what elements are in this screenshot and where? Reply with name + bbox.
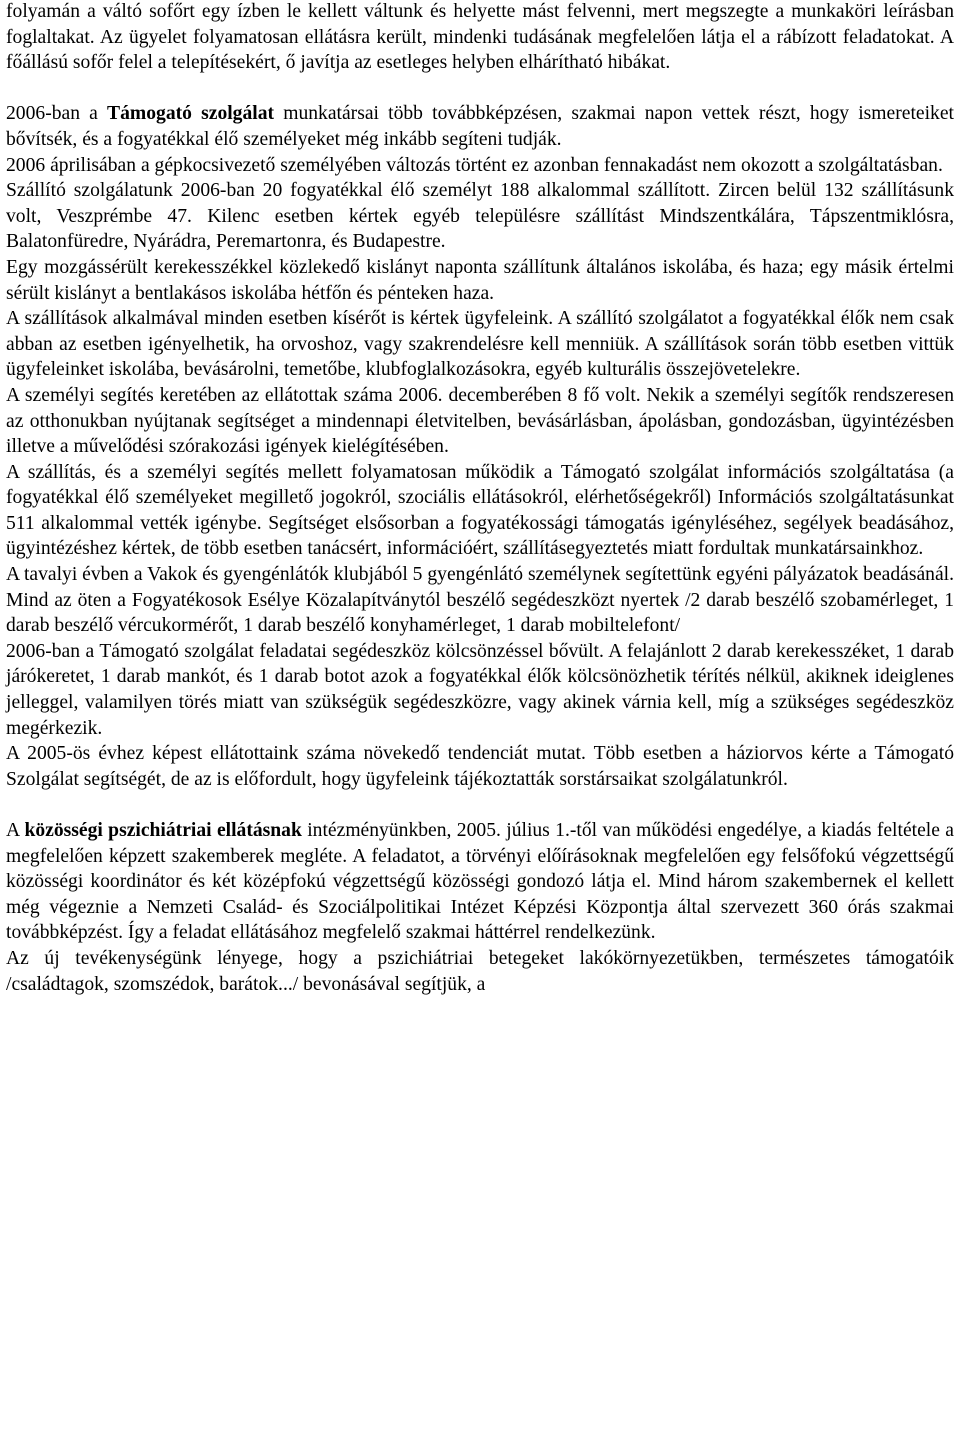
paragraph-p7 bbox=[6, 383, 954, 460]
bold-term: közösségi pszichiátriai ellátásnak bbox=[24, 820, 302, 841]
paragraph-p11 bbox=[6, 741, 954, 792]
paragraph-p8 bbox=[6, 460, 954, 562]
text-run: A 2005-ös évhez képest ellátottaink száma növekedő tendenciát mutat. Több esetben a háziorvos kérte a Támogató Szolgálat segítségét, de az is előfordult, hogy ügyfeleink tájékoztatták sorstársaikat szolgálatunkról. bbox=[6, 743, 954, 790]
paragraph-p4 bbox=[6, 178, 954, 255]
paragraph-p5 bbox=[6, 255, 954, 306]
text-run: folyamán a váltó sofőrt egy ízben le kellett váltunk és helyette mást felvenni, mert megszegte a munkaköri leírásban foglaltakat. Az ügyelet folyamatosan ellátásra került, mindenki tudásának megfelelően látja el a rábízott feladatokat. A főállású sofőr felel a telepítésekért, ő javítja az esetleges helyben elhárítható hibákat. bbox=[6, 1, 954, 74]
text-run: Az új tevékenységünk lényege, hogy a pszichiátriai betegeket lakókörnyezetükben, természetes támogatóik /családtagok, szomszédok, barátok.../ bevonásával segítjük, a bbox=[6, 947, 954, 995]
paragraph-p10 bbox=[6, 639, 954, 741]
paragraph-p6 bbox=[6, 306, 954, 383]
text-run: A bbox=[6, 820, 25, 841]
paragraph-p13 bbox=[6, 946, 954, 997]
text-run: intézményünkben, 2005. július 1.-től van működési engedélye, a kiadás feltétele a megfelelően képzett szakemberek megléte. A feladatot, a törvényi előírásoknak megfelelően egy felsőfokú végzettségű közösségi koordinátor és két középfokú végzettségű közösségi gondozó látja el. Mind három szakembernek el kellett még végeznie a Nemzeti Család- és Szociálpolitikai Intézet Képzési Központja által szervezett 360 órás szakmai továbbképzést. Így a feladat ellátásához megfelelő szakmai háttérrel rendelkezünk. bbox=[6, 820, 954, 944]
text-run: Szállító szolgálatunk 2006-ban 20 fogyatékkal élő személyt 188 alkalommal szállított. Zircen belül 132 szállításunk volt, Veszprémbe 47. Kilenc esetben kértek egyéb településre szállítást Mindszentkálára, Tápszentmiklósra, Balatonfüredre, Nyárádra, Peremartonra, és Budapestre. bbox=[6, 180, 954, 253]
text-run: 2006-ban a bbox=[6, 103, 108, 125]
text-run: 2006 áprilisában a gépkocsivezető személyében változás történt ez azonban fennakadást nem okozott a szolgáltatásban. bbox=[6, 154, 943, 176]
text-run: munkatársai több továbbképzésen, szakmai napon vettek részt, hogy ismereteiket bővítsék, és a fogyatékkal élő személyeket még inkább segíteni tudják. bbox=[6, 103, 954, 150]
text-run: A szállítás, és a személyi segítés mellett folyamatosan működik a Támogató szolgálat információs szolgáltatása (a fogyatékkal élő személyeket megillető jogokról, szociális ellátásokról, elérhetőségekről) Információs szolgáltatásunkat 511 alkalommal vették igénybe. Segítséget elsősorban a fogyatékossági támogatás igényléséhez, segélyek beadásához, ügyintézéshez kértek, de több esetben tanácsért, információért, szállításegyeztetés miatt fordultak munkatársainkhoz. bbox=[6, 461, 954, 560]
paragraph-p1 bbox=[6, 0, 954, 76]
text-run: A tavalyi évben a Vakok és gyengénlátók klubjából 5 gyengénlátó személynek segítettünk egyéni pályázatok beadásánál. Mind az öten a Fogyatékosok Esélye Közalapítványtól beszélő segédeszközt nyertek /2 darab beszélő szobamérleget, 1 darab beszélő vércukormérőt, 1 darab beszélő konyhamérleget, 1 darab mobiltelefont/ bbox=[6, 564, 954, 637]
bold-term: Támogató szolgálat bbox=[107, 103, 275, 125]
paragraph-p9 bbox=[6, 562, 954, 639]
text-run: Egy mozgássérült kerekesszékkel közlekedő kislányt naponta szállítunk általános iskolába, és haza; egy másik értelmi sérült kislányt a bentlakásos iskolába hétfőn és pénteken haza. bbox=[6, 256, 954, 304]
paragraph-p12 bbox=[6, 818, 954, 946]
paragraph-p2 bbox=[6, 101, 954, 152]
text-run: 2006-ban a Támogató szolgálat feladatai segédeszköz kölcsönzéssel bővült. A felajánlott 2 darab kerekesszéket, 1 darab járókeretet, 1 darab mankót, és 1 darab botot azok a fogyatékkal élők kölcsönözhetik térítés nélkül, akiknek ideiglenes jelleggel, valamilyen törés miatt van szükségük segédeszközre, vagy akinek várnia kell, míg a szükséges segédeszköz megérkezik. bbox=[6, 640, 954, 739]
paragraph-p3 bbox=[6, 153, 954, 179]
text-run: A személyi segítés keretében az ellátottak száma 2006. decemberében 8 fő volt. Nekik a személyi segítők rendszeresen az otthonukban nyújtanak segítséget a mindennapi életvitelben, bevásárlásban, ápolásban, gondozásban, ügyintézésben illetve a művelődési szórakozási igények kielégítésében. bbox=[6, 384, 954, 458]
text-run: A szállítások alkalmával minden esetben kísérőt is kértek ügyfeleink. A szállító szolgálatot a fogyatékkal élők nem csak abban az esetben igényelhetik, ha orvoshoz, vagy szakrendelésre kell menniük. A szállítások során több esetben vittük ügyfeleinket iskolába, bevásárolni, temetőbe, klubfoglalkozásokra, egyéb kulturális összejövetelekre. bbox=[6, 308, 954, 381]
